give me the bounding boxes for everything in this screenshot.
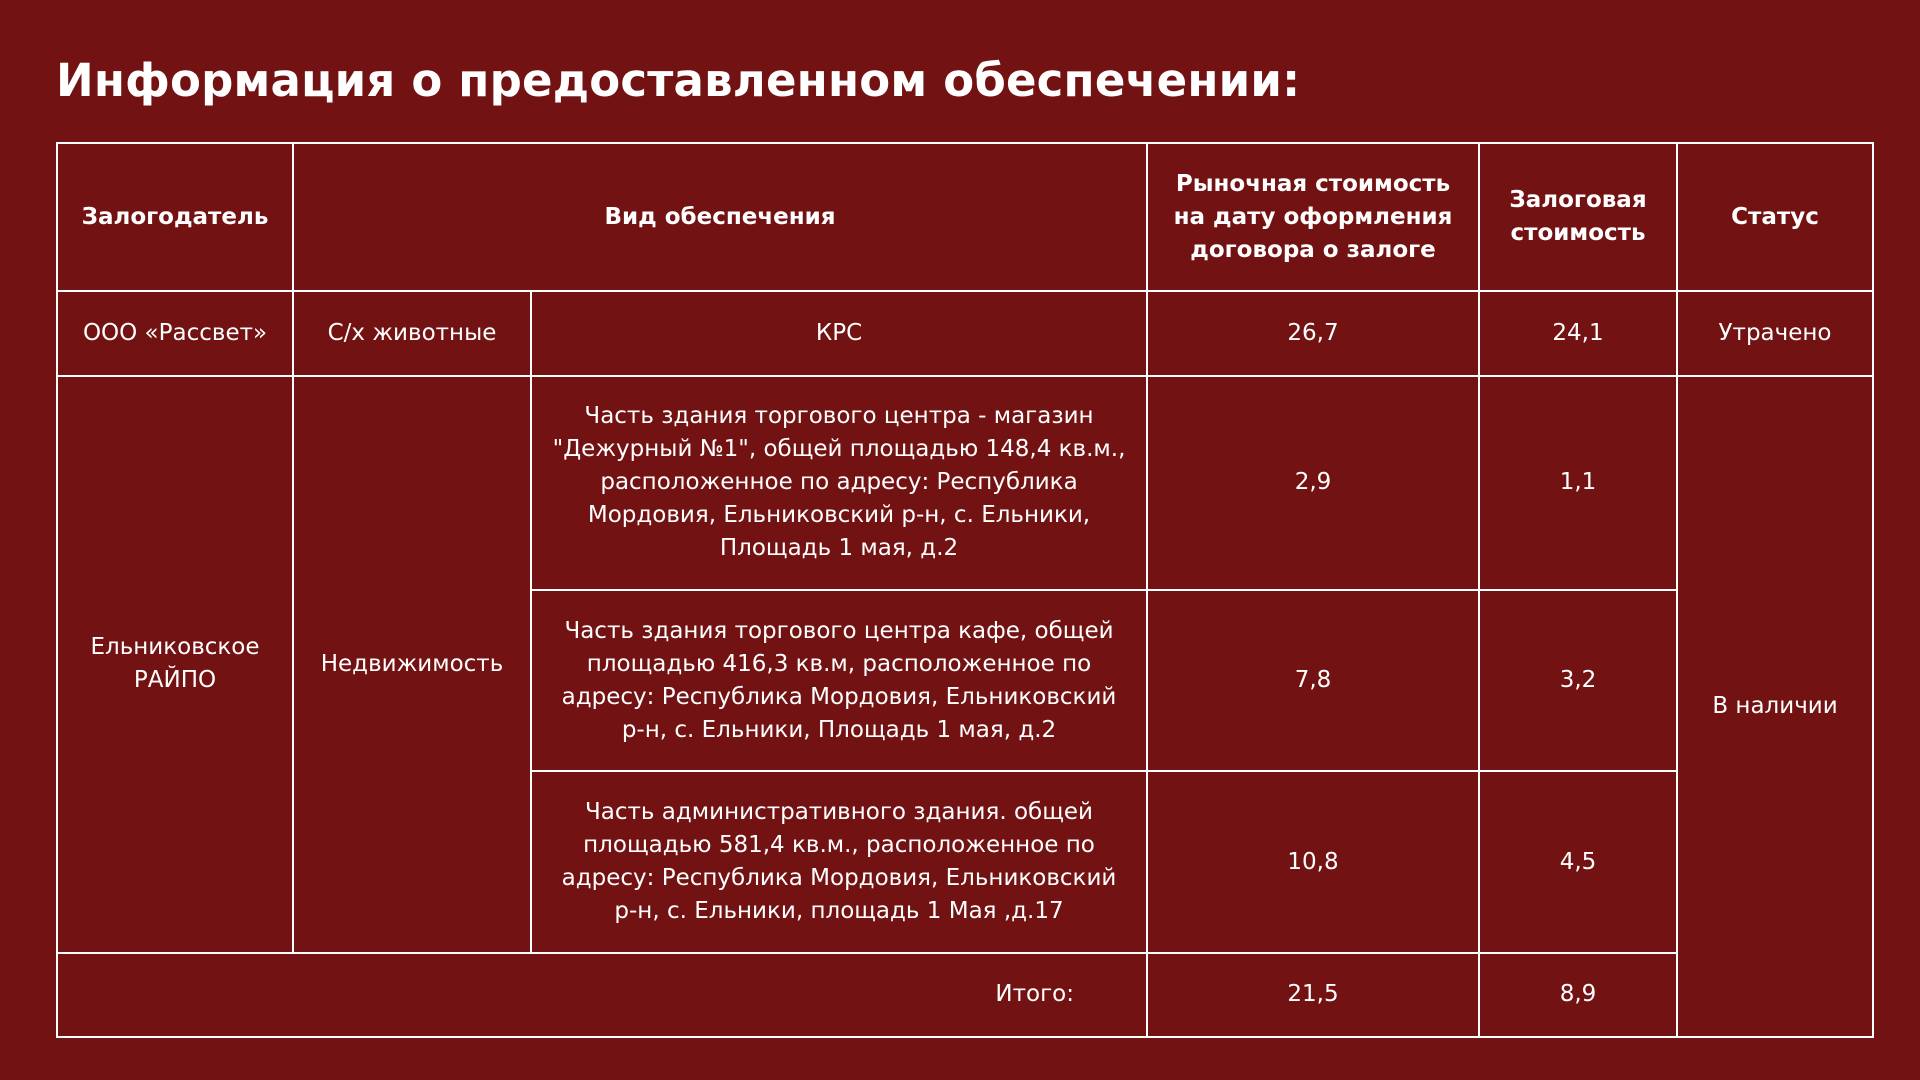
- cell-category: С/х животные: [293, 291, 531, 375]
- cell-description: Часть здания торгового центра - магазин "Дежурный №1", общей площадью 148,4 кв.м., расположенное по адресу: Республика Мордовия, Ельниковский р-н, с. Ельники, Площадь 1 мая, д.2: [531, 376, 1147, 590]
- table-total-row: [57, 953, 1873, 1037]
- cell-description: КРС: [531, 291, 1147, 375]
- cell-pledge-value: 3,2: [1479, 590, 1677, 771]
- table-row: [57, 291, 1873, 375]
- cell-market-value: 7,8: [1147, 590, 1479, 771]
- cell-category: Недвижимость: [293, 376, 531, 953]
- cell-pledge-value: 24,1: [1479, 291, 1677, 375]
- header-pledger: Залогодатель: [57, 143, 293, 291]
- header-pledge-value: Залоговая стоимость: [1479, 143, 1677, 291]
- total-pledge-value: 8,9: [1479, 953, 1677, 1037]
- cell-market-value: 2,9: [1147, 376, 1479, 590]
- cell-status: В наличии: [1677, 376, 1873, 1037]
- table-header-row: [57, 143, 1873, 291]
- collateral-table: [56, 142, 1874, 1038]
- cell-market-value: 26,7: [1147, 291, 1479, 375]
- page-title: Информация о предоставленном обеспечении:: [56, 54, 1301, 107]
- cell-pledge-value: 4,5: [1479, 771, 1677, 952]
- cell-market-value: 10,8: [1147, 771, 1479, 952]
- cell-description: Часть административного здания. общей площадью 581,4 кв.м., расположенное по адресу: Республика Мордовия, Ельниковский р-н, с. Ельники, площадь 1 Мая ,д.17: [531, 771, 1147, 952]
- table-row: [57, 376, 1873, 590]
- cell-pledger: Ельниковское РАЙПО: [57, 376, 293, 953]
- header-status: Статус: [1677, 143, 1873, 291]
- total-market-value: 21,5: [1147, 953, 1479, 1037]
- total-label: Итого:: [57, 953, 1147, 1037]
- cell-pledge-value: 1,1: [1479, 376, 1677, 590]
- header-market-value: Рыночная стоимость на дату оформления договора о залоге: [1147, 143, 1479, 291]
- cell-status: Утрачено: [1677, 291, 1873, 375]
- header-collateral-type: Вид обеспечения: [293, 143, 1147, 291]
- cell-pledger: ООО «Рассвет»: [57, 291, 293, 375]
- cell-description: Часть здания торгового центра кафе, общей площадью 416,3 кв.м, расположенное по адресу: Республика Мордовия, Ельниковский р-н, с. Ельники, Площадь 1 мая, д.2: [531, 590, 1147, 771]
